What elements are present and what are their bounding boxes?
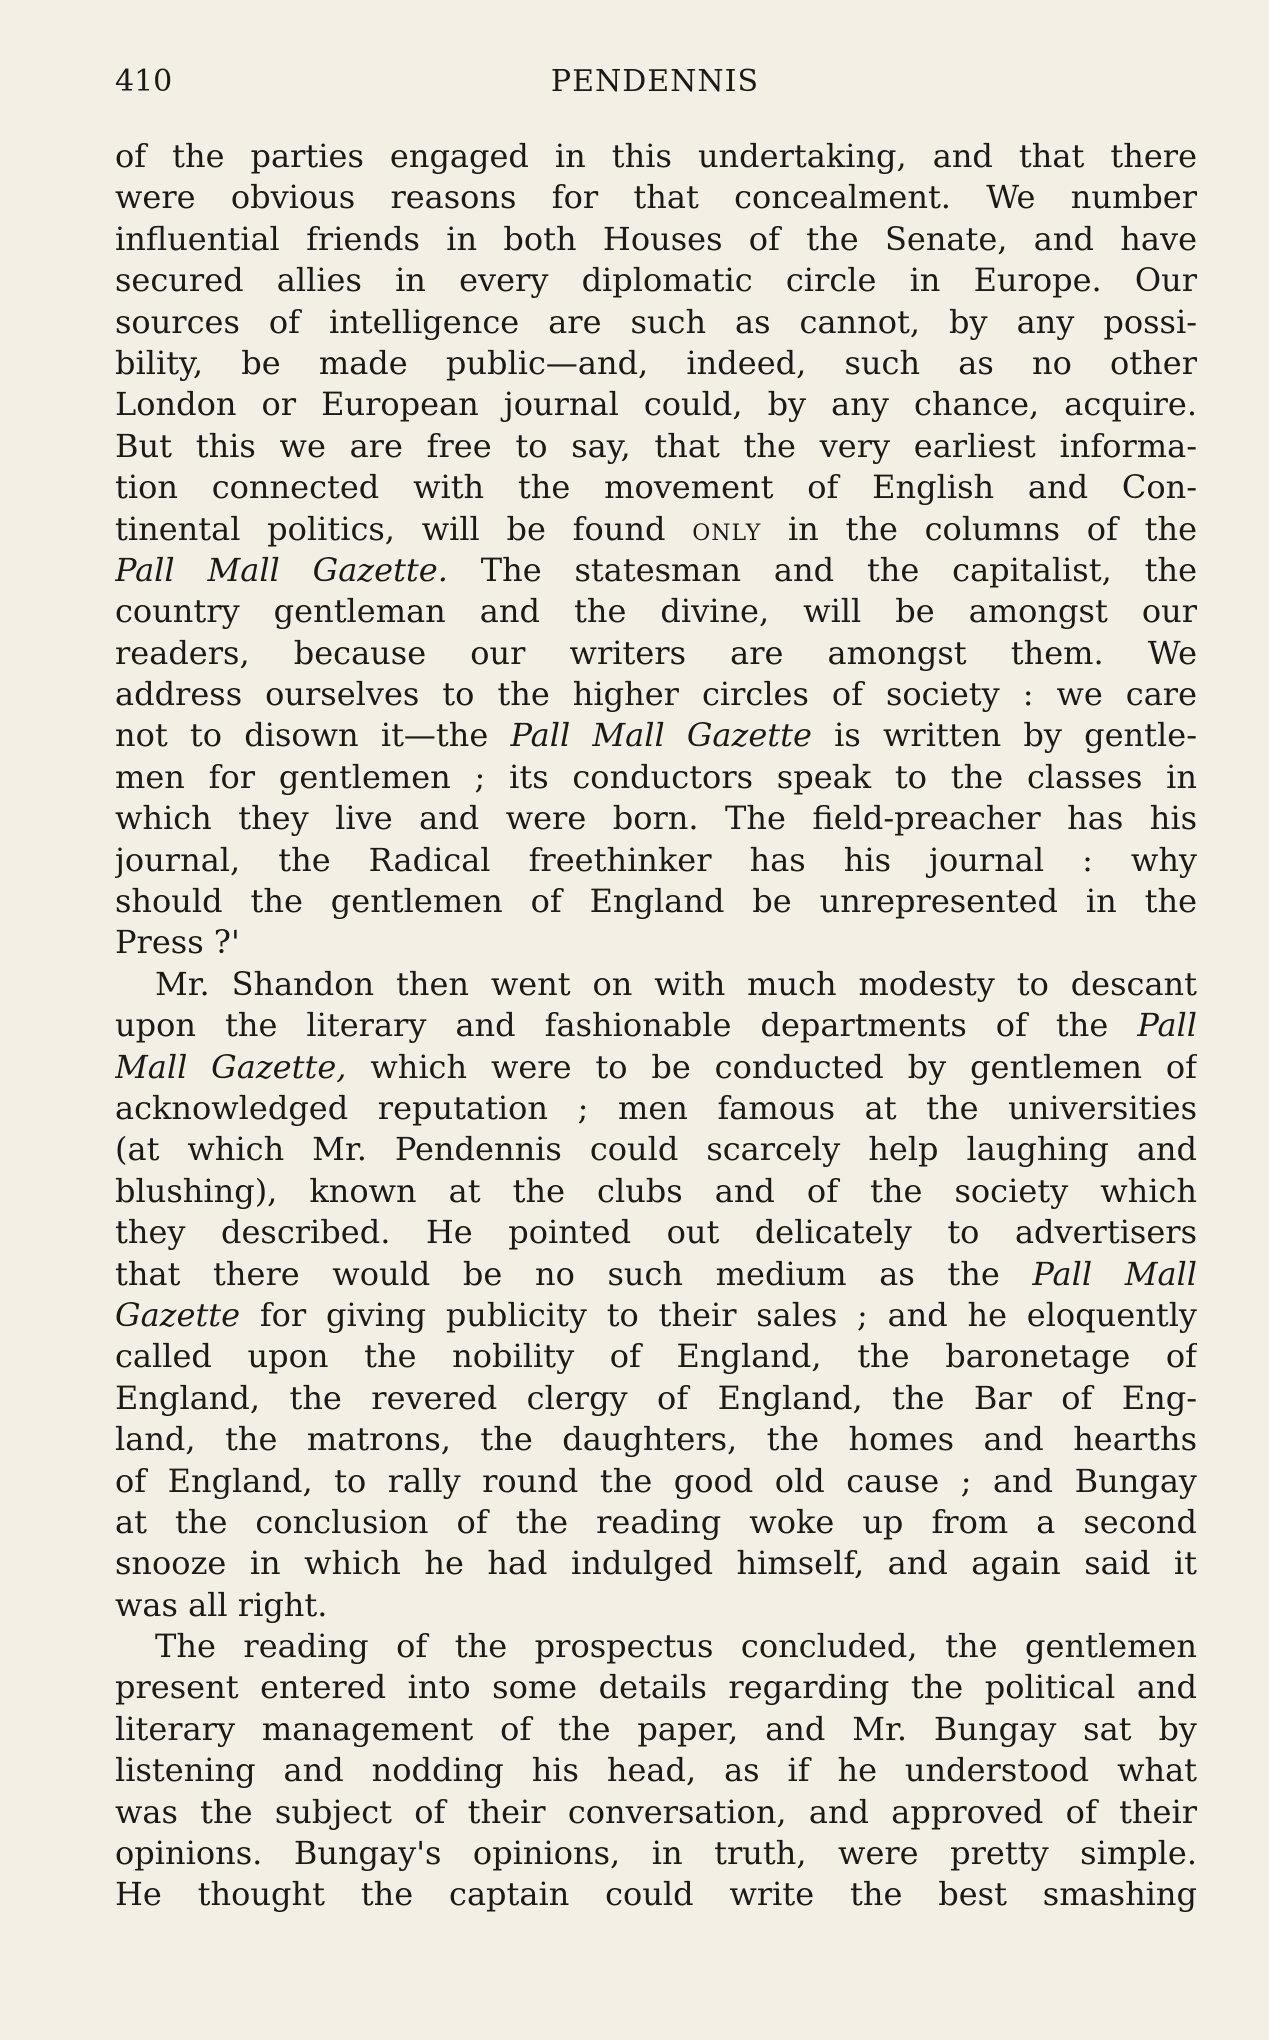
text-line (115, 1709, 1197, 1750)
line-text: Press ?' (115, 923, 240, 962)
line-text: tion connected with the movement of English and Con- (115, 468, 1197, 507)
line-text: which were to be conducted by gentlemen of (346, 1047, 1197, 1086)
text-line (115, 633, 1197, 674)
line-text: opinions. Bungay's opinions, in truth, were pretty simple. (115, 1834, 1197, 1873)
text-line (115, 1336, 1197, 1377)
line-text: upon the literary and fashionable departments of the (115, 1006, 1138, 1045)
text-line (115, 1667, 1197, 1708)
text-line (115, 1212, 1197, 1253)
line-text: blushing), known at the clubs and of the society which (115, 1171, 1197, 1210)
text-line (115, 1088, 1197, 1129)
page-number: 410 (115, 64, 173, 99)
line-text: was the subject of their conversation, and approved of their (115, 1792, 1197, 1831)
line-text: journal, the Radical freethinker has his journal : why (115, 840, 1197, 879)
line-text: (at which Mr. Pendennis could scarcely help laughing and (115, 1130, 1197, 1169)
line-text: bility, be made public—and, indeed, such as no other (115, 343, 1197, 382)
line-text: The statesman and the capitalist, the (447, 550, 1197, 589)
text-line (115, 1295, 1197, 1336)
italic-title: Mall Gazette, (115, 1047, 347, 1086)
text-line (115, 922, 1197, 963)
body-text (115, 136, 1197, 1916)
line-text: snooze in which he had indulged himself, and again said it (115, 1544, 1197, 1583)
text-line (115, 1254, 1197, 1295)
line-text: readers, because our writers are amongst them. We (115, 633, 1197, 672)
text-line (115, 509, 1197, 550)
italic-title: Pall Mall (1032, 1254, 1197, 1293)
text-line (115, 1005, 1197, 1046)
line-text: not to disown it—the (115, 716, 511, 755)
line-text: tinental politics, will be found (115, 509, 693, 548)
text-line (115, 1502, 1197, 1543)
text-line (115, 260, 1197, 301)
line-text: London or European journal could, by any chance, acquire. (115, 385, 1197, 424)
text-line (115, 1626, 1197, 1667)
italic-title: Gazette (115, 1295, 241, 1334)
text-line (115, 1171, 1197, 1212)
text-line (115, 1461, 1197, 1502)
line-text: is written by gentle- (811, 716, 1197, 755)
line-text: listening and nodding his head, as if he understood what (115, 1751, 1197, 1790)
line-text: country gentleman and the divine, will be amongst our (115, 592, 1197, 631)
text-line (115, 343, 1197, 384)
text-line (115, 1585, 1197, 1626)
text-line (115, 591, 1197, 632)
text-line (115, 1874, 1197, 1915)
text-line (115, 1129, 1197, 1170)
text-line (115, 426, 1197, 467)
line-text: secured allies in every diplomatic circle in Europe. Our (115, 261, 1197, 300)
text-line (115, 177, 1197, 218)
line-text: for giving publicity to their sales ; and he eloquently (240, 1295, 1197, 1334)
text-line (115, 1047, 1197, 1088)
text-line (115, 467, 1197, 508)
text-line (115, 302, 1197, 343)
line-text: England, the revered clergy of England, the Bar of Eng- (115, 1378, 1197, 1417)
text-line (115, 757, 1197, 798)
text-line (115, 1543, 1197, 1584)
text-line (115, 964, 1197, 1005)
text-line (115, 219, 1197, 260)
italic-title: Pall Mall Gazette. (115, 550, 448, 589)
line-text: men for gentlemen ; its conductors speak to the classes in (115, 757, 1197, 796)
line-text: of the parties engaged in this undertaking, and that there (115, 137, 1197, 175)
text-line (115, 674, 1197, 715)
line-text: they described. He pointed out delicately to advertisers (115, 1213, 1197, 1252)
line-text: literary management of the paper, and Mr. Bungay sat by (115, 1709, 1197, 1748)
line-text: He thought the captain could write the best smashing (115, 1875, 1197, 1914)
text-line (115, 840, 1197, 881)
running-head (115, 60, 1195, 104)
line-text: sources of intelligence are such as cannot, by any possi- (115, 302, 1197, 341)
running-title: PENDENNIS (550, 64, 760, 99)
line-text: But this we are free to say, that the very earliest informa- (115, 426, 1197, 465)
line-text: present entered into some details regarding the political and (115, 1668, 1197, 1707)
line-text: acknowledged reputation ; men famous at the universities (115, 1088, 1197, 1127)
line-text: land, the matrons, the daughters, the homes and hearths (115, 1420, 1197, 1459)
text-line (115, 1378, 1197, 1419)
text-line (115, 1833, 1197, 1874)
text-line (115, 1750, 1197, 1791)
line-text: which they live and were born. The field-preacher has his (115, 799, 1197, 838)
text-line (115, 1792, 1197, 1833)
line-text: in the columns of the (761, 509, 1197, 548)
line-text: address ourselves to the higher circles of society : we care (115, 675, 1197, 714)
line-text: was all right. (115, 1585, 328, 1624)
text-line (115, 550, 1197, 591)
line-text: Mr. Shandon then went on with much modesty to descant (155, 964, 1197, 1003)
line-text: should the gentlemen of England be unrepresented in the (115, 882, 1197, 921)
line-text: that there would be no such medium as the (115, 1254, 1033, 1293)
text-line (115, 715, 1197, 756)
line-text: called upon the nobility of England, the baronetage of (115, 1337, 1197, 1376)
line-text: The reading of the prospectus concluded, the gentlemen (155, 1627, 1197, 1666)
text-line (115, 1419, 1197, 1460)
text-line (115, 136, 1197, 177)
text-line (115, 881, 1197, 922)
line-text: influential friends in both Houses of the Senate, and have (115, 219, 1197, 258)
small-caps-text: only (692, 509, 762, 548)
line-text: of England, to rally round the good old cause ; and Bungay (115, 1461, 1197, 1500)
text-line (115, 384, 1197, 425)
line-text: were obvious reasons for that concealment. We number (115, 178, 1197, 217)
text-line (115, 798, 1197, 839)
line-text: at the conclusion of the reading woke up from a second (115, 1502, 1197, 1541)
italic-title: Pall Mall Gazette (510, 716, 812, 755)
italic-title: Pall (1137, 1006, 1197, 1045)
